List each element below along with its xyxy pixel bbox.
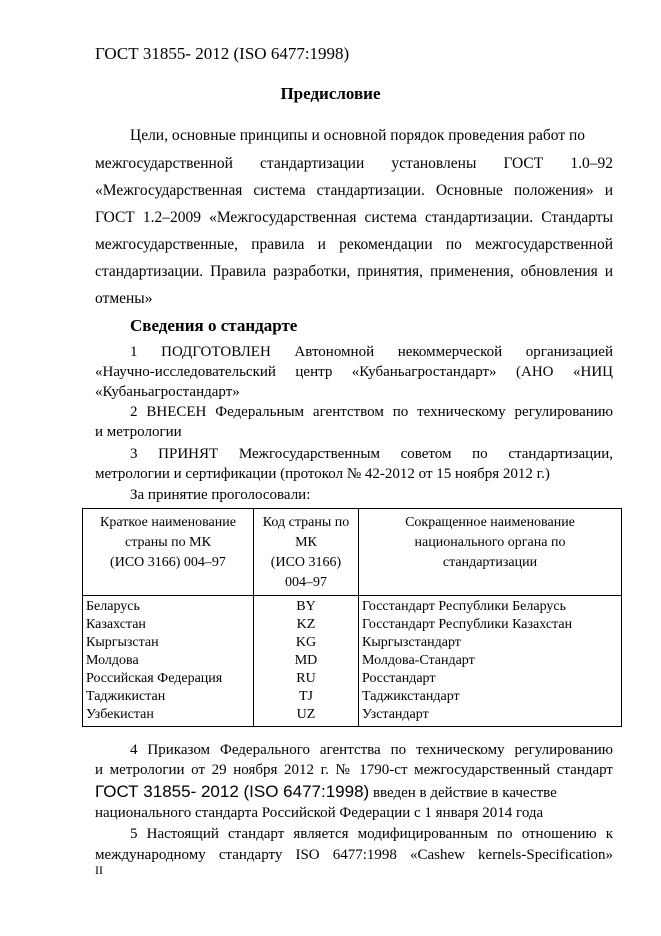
code-cell: TJ [299, 689, 313, 704]
country-cell: Беларусь [86, 599, 140, 614]
table-body-row [83, 596, 622, 727]
code-cell: MD [294, 653, 318, 668]
intro-line: Цели, основные принципы и основной порядок проведения работ по [130, 127, 586, 144]
header-line: Краткое наименование [100, 515, 236, 530]
code-cell: KG [295, 635, 317, 650]
info-line: «Кубаньагростандарт» [95, 384, 240, 400]
item4-text: введен в действие в качестве [369, 785, 557, 801]
page-title: Предисловие [280, 84, 381, 103]
header-line: МК [295, 535, 317, 550]
table-header-row [83, 509, 622, 596]
info-line: За принятие проголосовали: [130, 487, 311, 503]
header-line: национального органа по [414, 535, 566, 550]
item4-line: 4 Приказом Федерального агентства по техническому регулированию [130, 742, 613, 758]
info-line: и метрологии [95, 424, 182, 440]
code-cell: KZ [296, 617, 316, 632]
code-column [254, 596, 359, 727]
body-column [359, 596, 622, 727]
body-cell: Госстандарт Республики Беларусь [362, 599, 567, 614]
page-number: II [95, 863, 103, 877]
country-cell: Кыргызстан [86, 635, 159, 650]
standard-designation: ГОСТ 31855- 2012 (ISO 6477:1998) [95, 782, 370, 801]
code-cell: UZ [296, 707, 316, 722]
body-cell: Росстандарт [362, 671, 436, 686]
intro-line: ГОСТ 1.2–2009 «Межгосударственная система стандартизации. Стандарты [95, 209, 613, 226]
info-line: метрологии и сертификации (протокол № 42-2012 от 15 ноября 2012 г.) [95, 466, 550, 482]
intro-line: отмены» [95, 290, 153, 307]
body-cell: Кыргызстандарт [362, 635, 461, 650]
intro-line: «Межгосударственная система стандартизации. Основные положения» и [95, 182, 613, 199]
item4-line: национального стандарта Российской Федерации с 1 января 2014 года [95, 805, 544, 821]
code-cell: RU [296, 671, 316, 686]
header-cell-code [254, 509, 359, 596]
item4-line [95, 782, 613, 802]
body-cell: Молдова-Стандарт [362, 653, 475, 668]
header-line: (ИСО 3166) [270, 555, 342, 570]
country-cell: Российская Федерация [86, 671, 223, 686]
header-cell-country [83, 509, 254, 596]
info-line: 1 ПОДГОТОВЛЕН Автономной некоммерческой организацией [130, 344, 613, 360]
header-line: (ИСО 3166) 004–97 [110, 555, 226, 570]
item5-line: 5 Настоящий стандарт является модифицированным по отношению к [130, 826, 613, 842]
item5-line: международному стандарту ISO 6477:1998 «Cashew kernels-Specification» [95, 847, 613, 863]
body-cell: Таджикстандарт [362, 689, 460, 704]
info-line: 2 ВНЕСЕН Федеральным агентством по техническому регулированию [130, 404, 613, 420]
intro-line: стандартизации. Правила разработки, принятия, применения, обновления и [95, 263, 613, 280]
country-cell: Таджикистан [86, 689, 166, 704]
info-line: 3 ПРИНЯТ Межгосударственным советом по стандартизации, [130, 446, 613, 462]
body-cell: Госстандарт Республики Казахстан [362, 617, 573, 632]
header-line: стандартизации [442, 555, 538, 570]
info-line: «Научно-исследовательский центр «Кубаньагростандарт» (АНО «НИЦ [95, 364, 613, 380]
document-header: ГОСТ 31855- 2012 (ISO 6477:1998) [95, 44, 350, 63]
item4-line: и метрологии от 29 ноября 2012 г. № 1790-ст межгосударственный стандарт [95, 762, 613, 778]
section-title: Сведения о стандарте [130, 316, 298, 335]
code-cell: BY [296, 599, 316, 614]
country-cell: Казахстан [86, 617, 146, 632]
header-line: 004–97 [285, 575, 327, 590]
header-cell-body [359, 509, 622, 596]
country-column [83, 596, 254, 727]
country-cell: Молдова [86, 653, 139, 668]
voting-table [82, 508, 622, 727]
country-cell: Узбекистан [86, 707, 154, 722]
header-line: Сокращенное наименование [405, 515, 575, 530]
header-line: страны по МК [125, 535, 211, 550]
header-line: Код страны по [262, 515, 350, 530]
intro-line: межгосударственной стандартизации установлены ГОСТ 1.0–92 [95, 155, 613, 172]
body-cell: Узстандарт [362, 707, 429, 722]
intro-line: межгосударственные, правила и рекомендации по межгосударственной [95, 236, 613, 253]
